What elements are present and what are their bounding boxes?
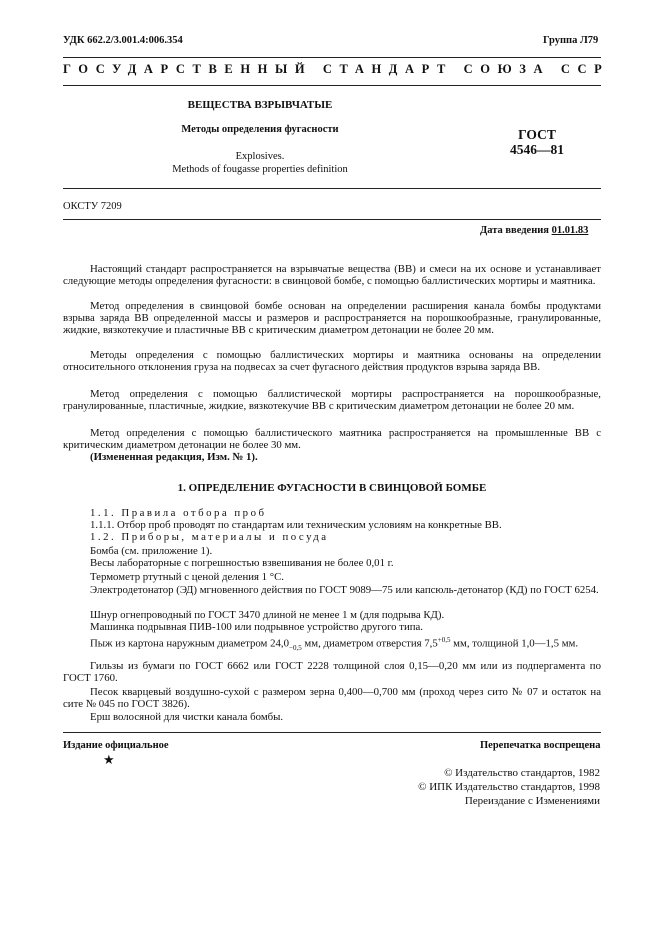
official-edition: Издание официальное xyxy=(63,740,169,751)
intro-paragraph: Метод определения с помощью баллистической мортиры распространяется на порошкообразные, гранулированные, пластичные, жидкие, вязкотекучие ВВ с критическим диаметром детонации не более 20 мм. xyxy=(63,388,601,413)
revision-note: (Измененная редакция, Изм. № 1). xyxy=(90,451,258,463)
copyright-line: © Издательство стандартов, 1982 xyxy=(444,767,600,779)
intro-paragraph: Метод определения с помощью баллистического маятника распространяется на промышленные ВВ с критическим диаметром детонации не более 30 мм. xyxy=(63,427,601,452)
equipment-item: Гильзы из бумаги по ГОСТ 6662 или ГОСТ 2228 толщиной слоя 0,15—0,20 мм или из подпергамента по ГОСТ 1760. xyxy=(63,660,601,685)
subsection-heading xyxy=(90,531,601,543)
wad-tolerance-minus: −0,5 xyxy=(289,643,302,652)
equipment-item: Машинка подрывная ПИВ-100 или подрывное устройство другого типа. xyxy=(90,621,423,633)
state-standard-banner: ГОСУДАРСТВЕННЫЙ СТАНДАРТ СОЮЗА ССР xyxy=(63,62,610,76)
udk-code: УДК 662.2/3.001.4:006.354 xyxy=(63,35,183,46)
equipment-item: Шнур огнепроводный по ГОСТ 3470 длиной не менее 1 м (для подрыва КД). xyxy=(90,609,445,621)
equipment-item-wad xyxy=(63,634,601,654)
title-russian: ВЕЩЕСТВА ВЗРЫВЧАТЫЕ xyxy=(187,99,333,111)
subsection-title: 1.2. Приборы, материалы и посуда xyxy=(90,531,329,543)
wad-tolerance-plus: +0,5 xyxy=(437,636,451,644)
star-icon: ★ xyxy=(103,752,115,767)
gost-number-block xyxy=(497,127,577,157)
wad-text: мм, диаметром отверстия 7,5 xyxy=(301,637,438,650)
equipment-item: Бомба (см. приложение 1). xyxy=(90,545,213,557)
subsection-heading xyxy=(90,507,601,519)
reissue-note: Переиздание с Изменениями xyxy=(464,795,600,807)
intro-paragraph: Метод определения в свинцовой бомбе основан на определении расширения канала бомбы продуктами взрыва заряда ВВ определенной массы и размеров и распространяется на порошкообразные, гранулированные, жидкие, вязкотекучие и пластичные ВВ с критическим диаметром детонации не более 20 мм. xyxy=(63,300,601,337)
wad-text: мм, толщиной 1,0—1,5 мм. xyxy=(450,637,579,650)
intro-paragraph: Настоящий стандарт распространяется на взрывчатые вещества (ВВ) и смеси на их основе и устанавливает следующие методы определения фугасности: в свинцовой бомбе, с помощью баллистических мортиры и маятника. xyxy=(63,263,601,288)
footer-rule xyxy=(63,732,601,733)
copyright-line: © ИПК Издательство стандартов, 1998 xyxy=(418,781,600,793)
banner-rule xyxy=(63,85,601,86)
section-heading: 1. ОПРЕДЕЛЕНИЕ ФУГАСНОСТИ В СВИНЦОВОЙ БОМБЕ xyxy=(177,482,487,494)
equipment-item: Термометр ртутный с ценой деления 1 °С. xyxy=(90,571,284,583)
gost-label: ГОСТ xyxy=(518,127,556,142)
equipment-item: Ерш волосяной для чистки канала бомбы. xyxy=(90,711,284,723)
subtitle-english: Methods of fougasse properties definition xyxy=(172,164,348,175)
title-english: Explosives. xyxy=(235,151,285,162)
equipment-item: Песок кварцевый воздушно-сухой с размером зерна 0,400—0,700 мм (проход через сито № 07 и остаток на сите № 045 по ГОСТ 3826). xyxy=(63,686,601,711)
equipment-item: Весы лабораторные с погрешностью взвешивания не более 0,01 г. xyxy=(90,557,394,569)
okstu-code: ОКСТУ 7209 xyxy=(63,201,122,212)
reprint-prohibited: Перепечатка воспрещена xyxy=(480,740,601,751)
gost-number: 4546—81 xyxy=(510,142,564,157)
top-rule xyxy=(63,57,601,58)
date-value: 01.01.83 xyxy=(551,225,589,236)
title-rule xyxy=(63,188,601,189)
subsection-title: 1.1. Правила отбора проб xyxy=(90,507,267,519)
date-label: Дата введения xyxy=(480,225,549,236)
equipment-item: Электродетонатор (ЭД) мгновенного действия по ГОСТ 9089—75 или капсюль-детонатор (КД) по ГОСТ 6254. xyxy=(90,584,599,596)
subtitle-russian: Методы определения фугасности xyxy=(181,124,339,135)
intro-paragraph: Методы определения с помощью баллистических мортиры и маятника основаны на определении относительного отклонения груза на подвесах за счет фугасного действия продуктов взрыва заряда ВВ. xyxy=(63,349,601,374)
okstu-rule xyxy=(63,219,601,220)
wad-text: Пыж из картона наружным диаметром 24,0 xyxy=(90,637,289,650)
paragraph-1-1-1: 1.1.1. Отбор проб проводят по стандартам или техническим условиям на конкретные ВВ. xyxy=(90,519,502,531)
date-introduced xyxy=(480,225,588,236)
group-code: Группа Л79 xyxy=(543,35,599,46)
